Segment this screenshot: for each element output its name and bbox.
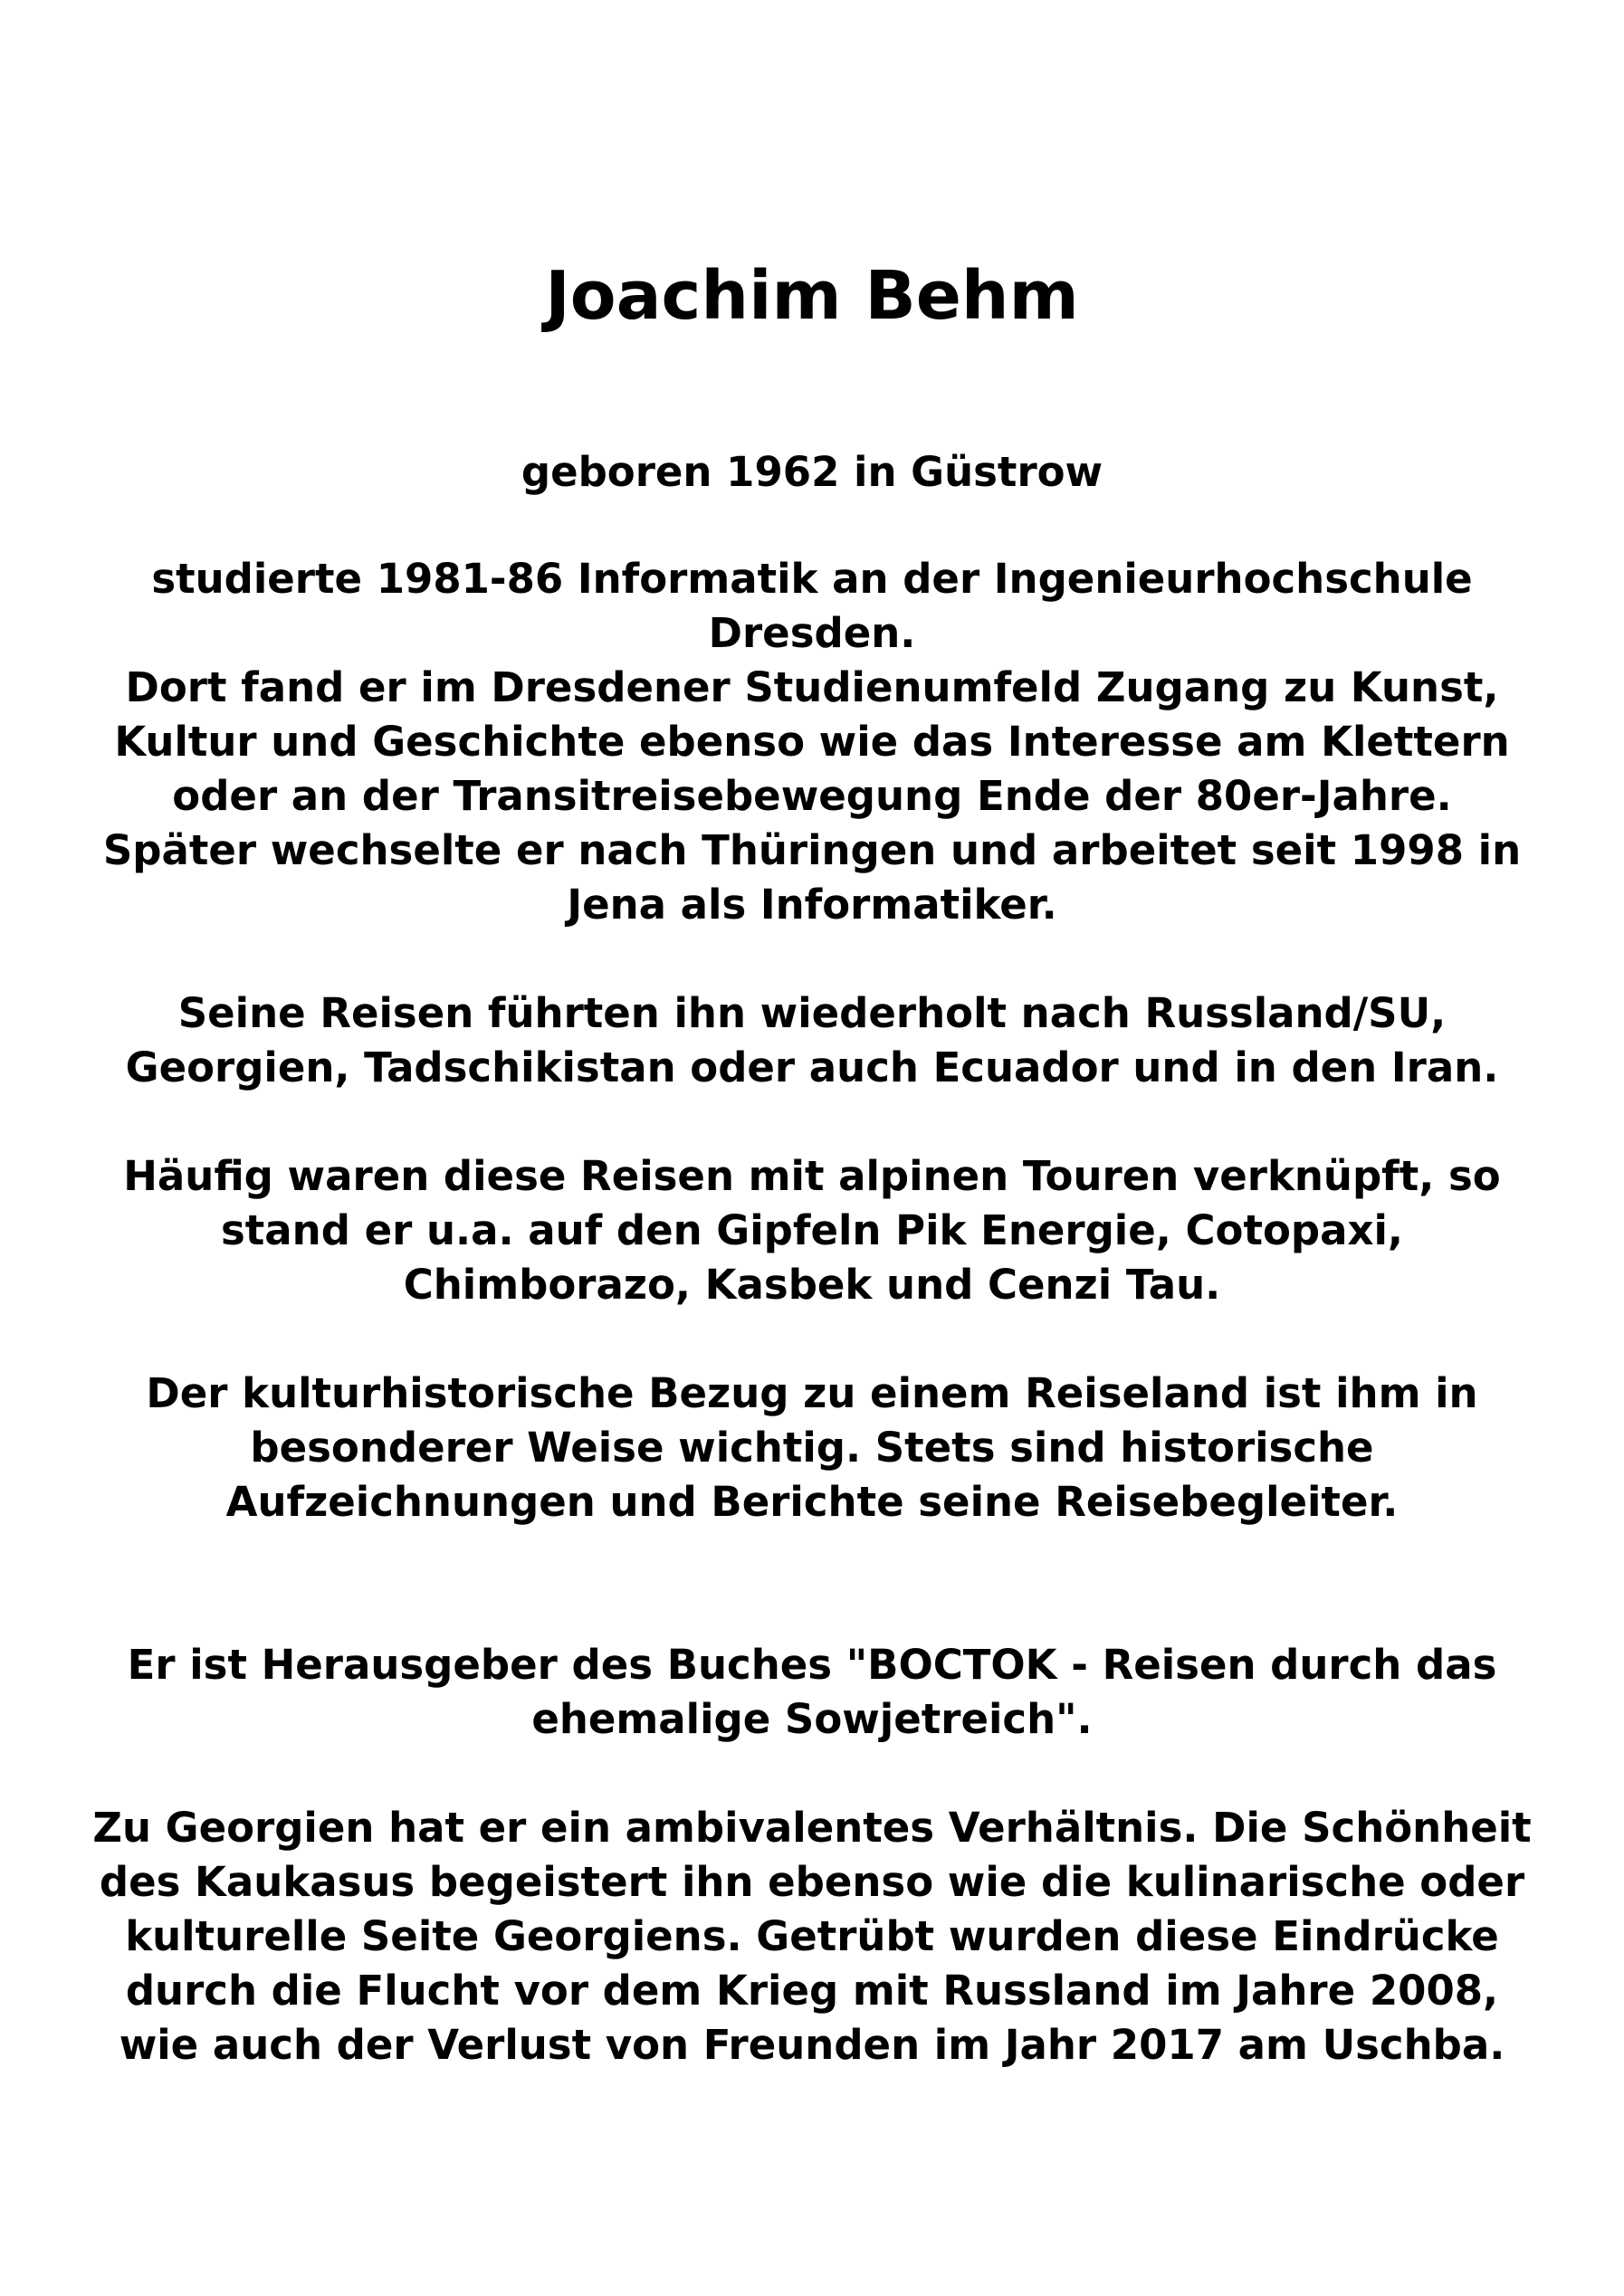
text-line: Dort fand er im Dresdener Studienumfeld Zugang zu Kunst, bbox=[125, 663, 1499, 711]
text-line: ehemalige Sowjetreich". bbox=[531, 1695, 1093, 1743]
text-line: Kultur und Geschichte ebenso wie das Interesse am Klettern bbox=[114, 718, 1510, 766]
paragraph-georgia bbox=[81, 1801, 1543, 2072]
text-line: besonderer Weise wichtig. Stets sind historische bbox=[250, 1424, 1374, 1472]
paragraph-born bbox=[81, 445, 1543, 500]
text-line: Georgien, Tadschikistan oder auch Ecuador und in den Iran. bbox=[125, 1043, 1499, 1091]
text-line: stand er u.a. auf den Gipfeln Pik Energie, Cotopaxi, bbox=[221, 1206, 1403, 1254]
text-line: Chimborazo, Kasbek und Cenzi Tau. bbox=[403, 1261, 1221, 1309]
text-line: oder an der Transitreisebewegung Ende der 80er-Jahre. bbox=[172, 772, 1452, 820]
page-title: Joachim Behm bbox=[545, 257, 1079, 335]
text-line: Der kulturhistorische Bezug zu einem Reiseland ist ihm in bbox=[146, 1369, 1478, 1417]
text-line: Dresden. bbox=[708, 609, 916, 657]
paragraph-alpine-tours bbox=[81, 1149, 1543, 1312]
text-line: Jena als Informatiker. bbox=[567, 881, 1057, 929]
text-line: des Kaukasus begeistert ihn ebenso wie die kulinarische oder bbox=[99, 1858, 1525, 1906]
text-line: studierte 1981-86 Informatik an der Ingenieurhochschule bbox=[151, 555, 1473, 603]
paragraph-travels bbox=[81, 986, 1543, 1095]
text-line: wie auch der Verlust von Freunden im Jahr 2017 am Uschba. bbox=[119, 2021, 1505, 2069]
text-line: Er ist Herausgeber des Buches "BOCTOK - Reisen durch das bbox=[127, 1641, 1497, 1689]
text-line: Zu Georgien hat er ein ambivalentes Verhältnis. Die Schönheit bbox=[92, 1804, 1532, 1852]
paragraph-studies bbox=[81, 552, 1543, 932]
paragraph-cultural-history bbox=[81, 1367, 1543, 1529]
text-line: geboren 1962 in Güstrow bbox=[521, 448, 1103, 496]
text-line: Später wechselte er nach Thüringen und arbeitet seit 1998 in bbox=[102, 826, 1522, 874]
text-line: durch die Flucht vor dem Krieg mit Russland im Jahre 2008, bbox=[125, 1967, 1499, 2015]
text-line: Häufig waren diese Reisen mit alpinen Touren verknüpft, so bbox=[123, 1152, 1501, 1200]
text-line: Seine Reisen führten ihn wiederholt nach Russland/SU, bbox=[177, 989, 1447, 1037]
paragraph-book bbox=[81, 1638, 1543, 1747]
text-line: kulturelle Seite Georgiens. Getrübt wurden diese Eindrücke bbox=[125, 1912, 1499, 1960]
text-line: Aufzeichnungen und Berichte seine Reisebegleiter. bbox=[225, 1478, 1399, 1526]
